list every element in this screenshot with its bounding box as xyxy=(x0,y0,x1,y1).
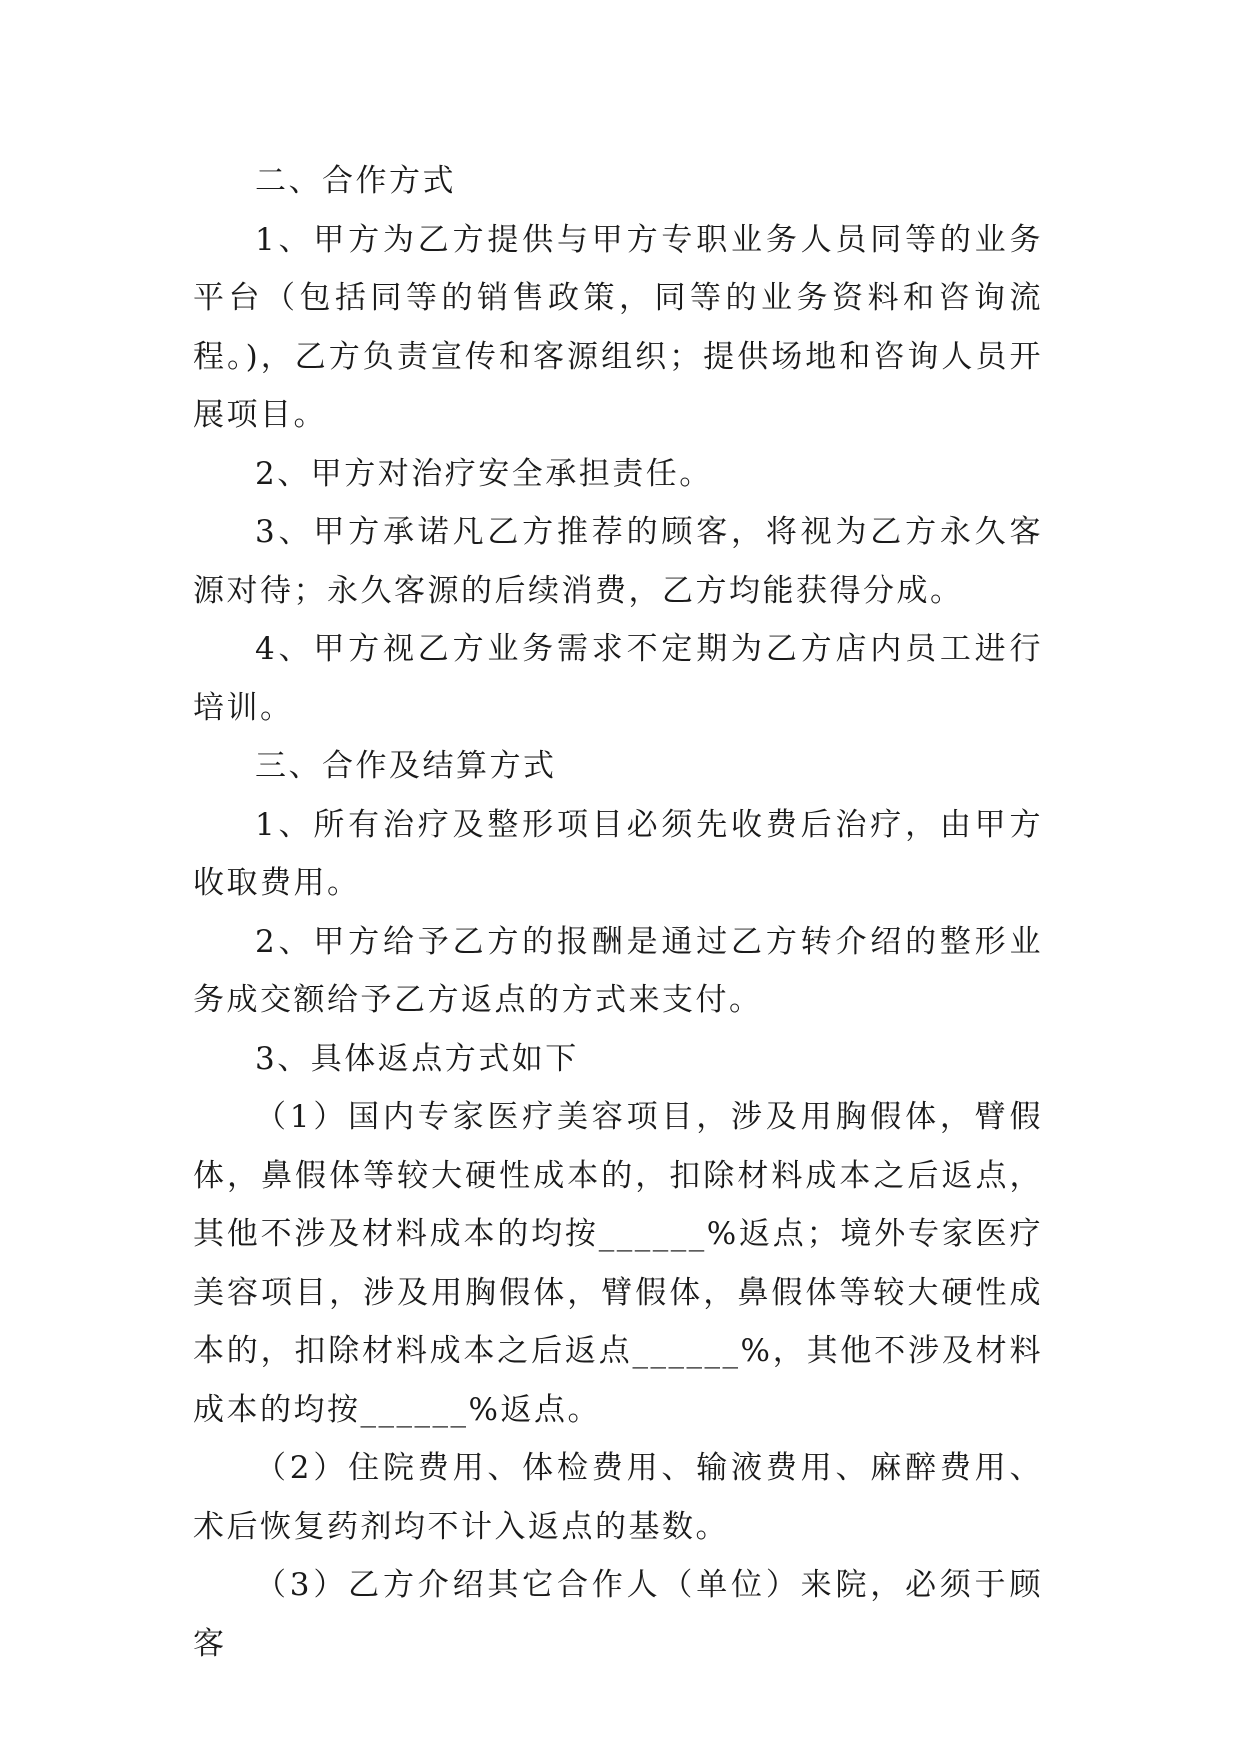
paragraph-rebate-sub-2: （2）住院费用、体检费用、输液费用、麻醉费用、术后恢复药剂均不计入返点的基数。 xyxy=(193,1450,1043,1545)
paragraph-item-4: 4、甲方视乙方业务需求不定期为乙方店内员工进行培训。 xyxy=(193,631,1043,726)
paragraph-settlement-2: 2、甲方给予乙方的报酬是通过乙方转介绍的整形业务成交额给予乙方返点的方式来支付。 xyxy=(193,923,1043,1018)
section-heading-settlement: 三、合作及结算方式 xyxy=(255,748,557,784)
section-heading-cooperation-mode: 二、合作方式 xyxy=(255,163,456,199)
paragraph-rebate-sub-1: （1）国内专家医疗美容项目，涉及用胸假体，臂假体，鼻假体等较大硬性成本的，扣除材料成本之后返点，其他不涉及材料成本的均按______%返点；境外专家医疗美容项目，涉及用胸假体，臂假体，鼻假体等较大硬性成本的，扣除材料成本之后返点______%，其他不涉及材料成本的均按______%返点。 xyxy=(193,1099,1043,1428)
paragraph-settlement-3: 3、具体返点方式如下 xyxy=(255,1040,579,1077)
document-page xyxy=(193,152,1043,1673)
paragraph-item-1: 1、甲方为乙方提供与甲方专职业务人员同等的业务平台（包括同等的销售政策，同等的业务资料和咨询流程。)，乙方负责宣传和客源组织；提供场地和咨询人员开展项目。 xyxy=(193,221,1043,433)
paragraph-settlement-1: 1、所有治疗及整形项目必须先收费后治疗，由甲方收取费用。 xyxy=(193,806,1043,901)
paragraph-rebate-sub-3: （3）乙方介绍其它合作人（单位）来院，必须于顾客 xyxy=(193,1567,1043,1662)
paragraph-item-2: 2、甲方对治疗安全承担责任。 xyxy=(255,455,713,492)
paragraph-item-3: 3、甲方承诺凡乙方推荐的顾客，将视为乙方永久客源对待；永久客源的后续消费，乙方均能获得分成。 xyxy=(193,514,1043,609)
